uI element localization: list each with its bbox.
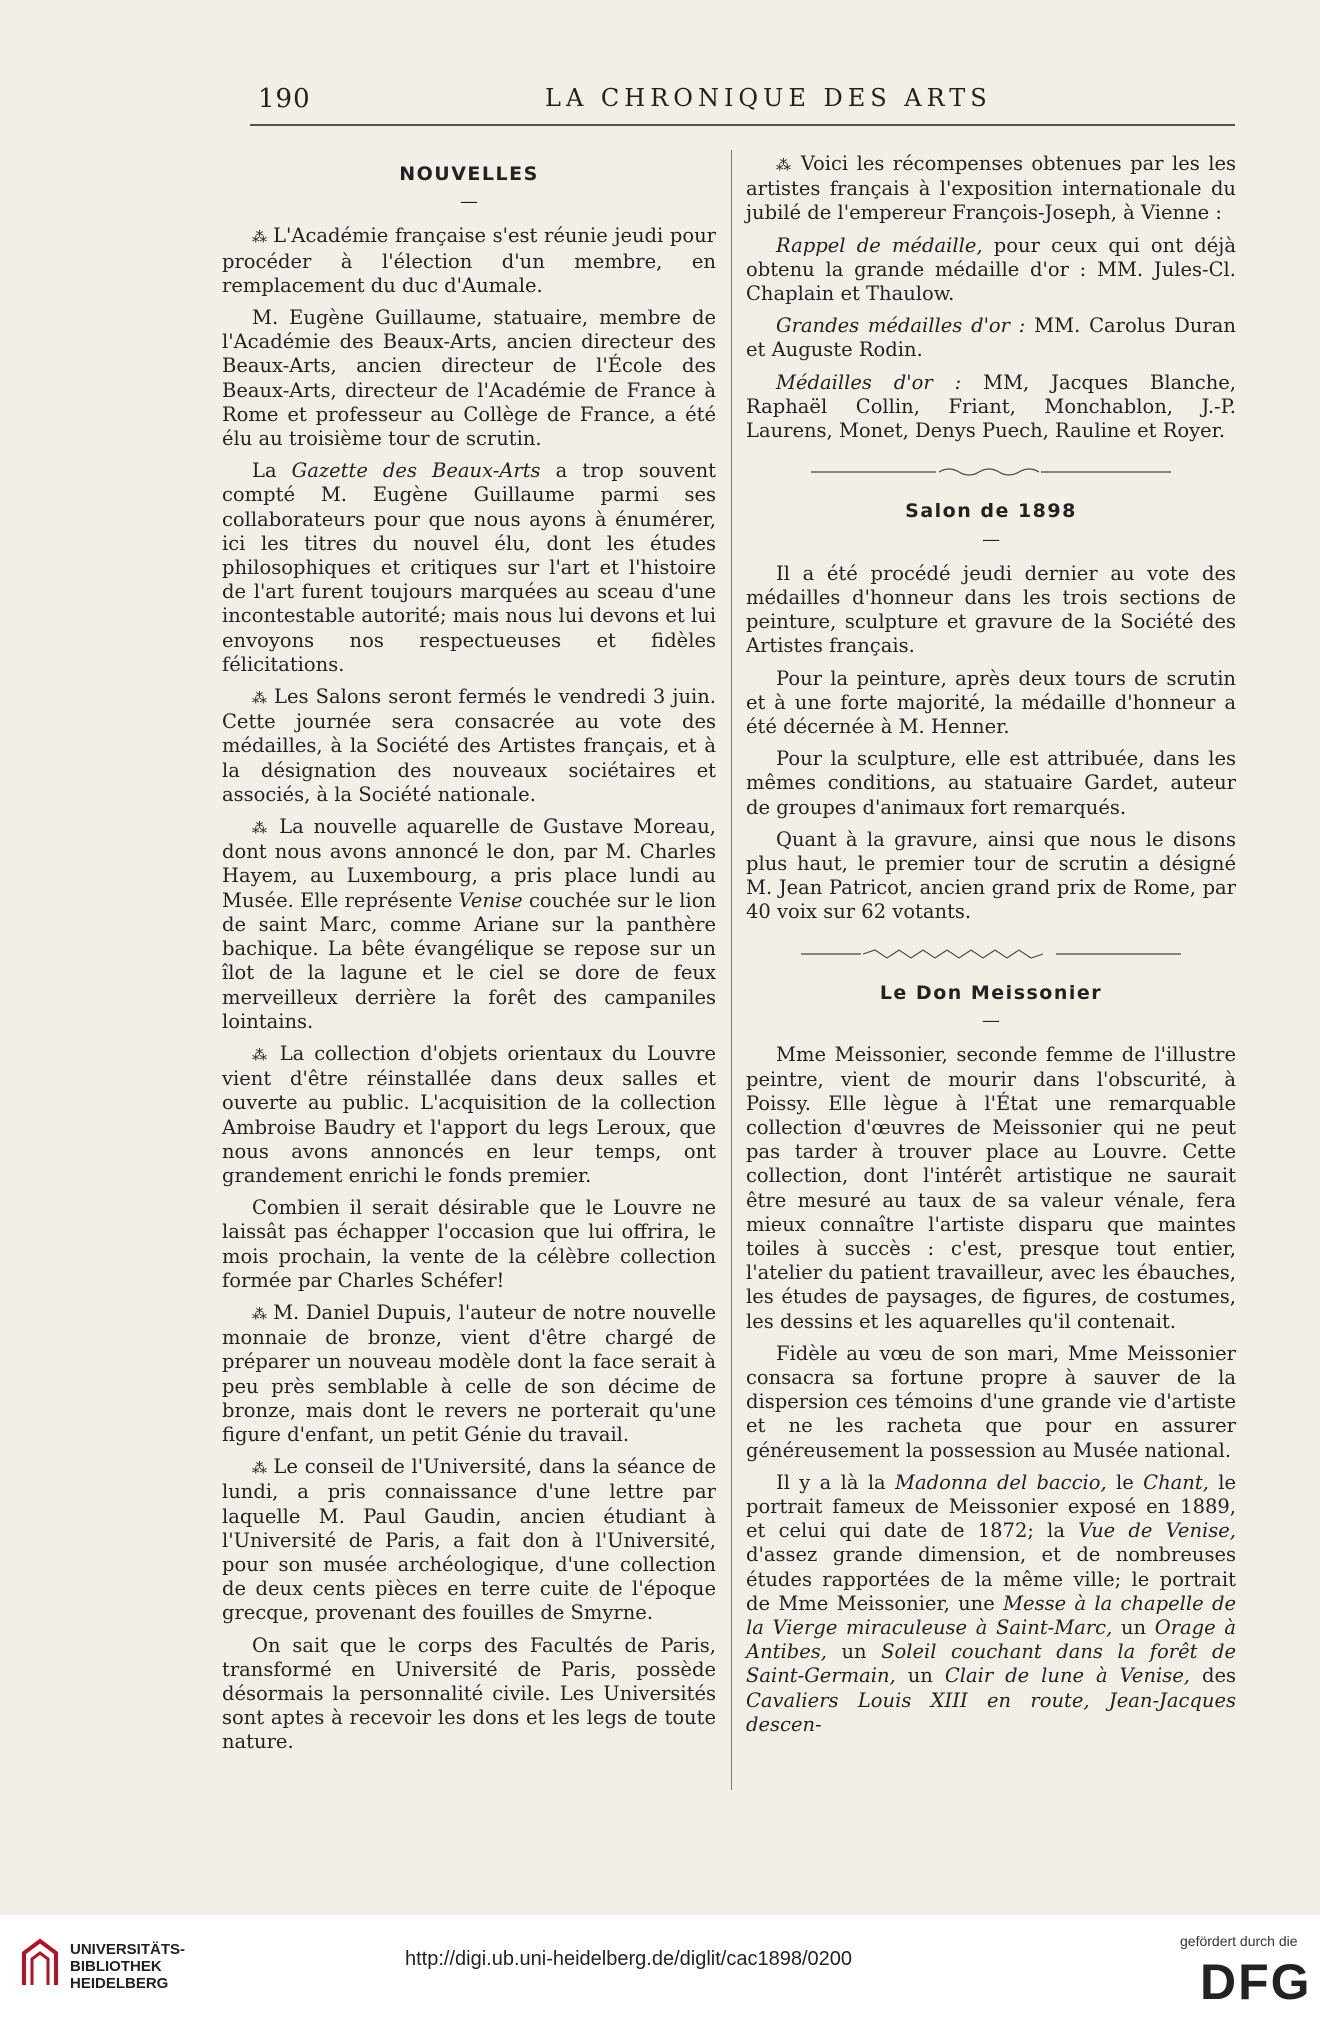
asterism-icon: ⁂ [252,689,267,708]
title-dash: — [982,528,1000,550]
paragraph: Rappel de médaille, pour ceux qui ont déjà obtenu la grande médaille d'or : MM. Jules-Cl. Chaplain et Thaulow. [746,233,1236,306]
title-dash: — [460,191,478,213]
asterism-icon: ⁂ [252,228,267,247]
paragraph: ⁂ Le conseil de l'Université, dans la séance de lundi, a pris connaissance d'une lettre par laquelle M. Paul Gaudin, ancien étudiant à l'Université de Paris, a fait don à l'Université, pour son musée archéologique, d'une collection de deux cents pièces en terre cuite de l'époque grecque, provenant des fouilles de Smyrne. [222,1455,717,1625]
ornament-divider [746,943,1236,967]
paragraph: ⁂ Voici les récompenses obtenues par les les artistes français à l'exposition internationale du jubilé de l'empereur François-Joseph, à Vienne : [746,152,1237,225]
page-header [250,80,1235,120]
ornament-divider [746,461,1236,485]
paragraph: ⁂ L'Académie française s'est réunie jeudi pour procéder à l'élection d'un membre, en remplacement du duc d'Aumale. [222,224,717,297]
section-title-nouvelles: NOUVELLES [399,163,539,185]
paragraph: ⁂ M. Daniel Dupuis, l'auteur de notre nouvelle monnaie de bronze, vient d'être chargé de préparer un nouveau modèle dont la face serait à peu près semblable à celle de son décime de bronze, mais dont le revers ne porterait qu'une figure d'enfant, un petit Génie du travail. [222,1300,717,1446]
section-title-don-meissonier: Le Don Meissonier [879,981,1103,1004]
section-title-salon: Salon de 1898 [905,500,1077,523]
asterism-icon: ⁂ [776,156,793,174]
paragraph: M. Eugène Guillaume, statuaire, membre de l'Académie des Beaux-Arts, ancien directeur des Beaux-Arts, ancien directeur de l'École des Beaux-Arts, directeur de l'Académie de France à Rome et professeur au Collège de France, a été élu au troisième tour de scrutin. [222,306,716,451]
asterism-icon: ⁂ [252,1045,270,1064]
asterism-icon: ⁂ [252,1304,267,1323]
right-column [746,152,1236,1745]
paragraph: On sait que le corps des Facultés de Paris, transformé en Université de Paris, possède désormais la personnalité civile. Les Universités sont aptes à recevoir les dons et les legs de toute nature. [222,1633,716,1754]
left-column [222,152,716,1763]
header-rule [250,124,1235,126]
paragraph: Fidèle au vœu de son mari, Mme Meissonier consacra sa fortune propre à sauver de la dispersion ces témoins d'une grande vie d'artiste et ne les racheta que pour en assurer généreusement la possession au Musée national. [746,1341,1236,1462]
paragraph: Quant à la gravure, ainsi que nous le disons plus haut, le premier tour de scrutin a désigné M. Jean Patricot, ancien grand prix de Rome, par 40 voix sur 62 votants. [746,827,1236,924]
dfg-logo: DFG [1200,1954,1312,2010]
paragraph: Il a été procédé jeudi dernier au vote des médailles d'honneur dans les trois sections de peinture, sculpture et gravure de la Société des Artistes français. [746,561,1236,658]
paragraph: ⁂ La collection d'objets orientaux du Louvre vient d'être réinstallée dans deux salles et ouverte au public. L'acquisition de la collection Ambroise Baudry et l'apport du legs Leroux, que nous avons annoncés en leur temps, ont grandement enrichi le fonds premier. [222,1041,716,1187]
asterism-icon: ⁂ [252,819,270,838]
ornament-icon [811,465,1171,479]
institution-name: UNIVERSITÄTS- BIBLIOTHEK HEIDELBERG [70,1941,186,1992]
paragraph: Pour la sculpture, elle est attribuée, dans les mêmes conditions, au statuaire Gardet, auteur de groupes d'animaux fort remarqués. [746,747,1236,819]
paragraph: Médailles d'or : MM, Jacques Blanche, Raphaël Collin, Friant, Monchablon, J.-P. Laurens, Monet, Denys Puech, Rauline et Royer. [746,370,1236,443]
footer-bar [0,1915,1320,2020]
column-divider [731,150,732,1790]
running-title: LA CHRONIQUE DES ARTS [545,84,992,112]
ornament-icon [801,947,1181,961]
university-logo-icon [20,1937,62,1989]
paragraph: ⁂ Les Salons seront fermés le vendredi 3 juin. Cette journée sera consacrée au vote des médailles, à la Société des Artistes français, et à la désignation des nouveaux sociétaires et associés, à la Société nationale. [222,685,716,806]
paragraph: Grandes médailles d'or : MM. Carolus Duran et Auguste Rodin. [746,314,1236,362]
paragraph: Il y a là la Madonna del baccio, le Chant, le portrait fameux de Meissonier exposé en 1889, et celui qui date de 1872; la Vue de Venise, d'assez grande dimension, et de nombreuses études rapportées de la même ville; le portrait de Mme Meissonier, une Messe à la chapelle de la Vierge miraculeuse à Saint-Marc, un Orage à Antibes, un Soleil couchant dans la forêt de Saint-Germain, un Clair de lune à Venise, des Cavaliers Louis XIII en route, Jean-Jacques descen- [746,1470,1237,1736]
asterism-icon: ⁂ [252,1459,267,1478]
paragraph: ⁂ La nouvelle aquarelle de Gustave Moreau, dont nous avons annoncé le don, par M. Charles Hayem, au Luxembourg, a pris place lundi au Musée. Elle représente Venise couchée sur le lion de saint Marc, comme Ariane sur la panthère bachique. La bête évangélique se repose sur un îlot de la lagune et le ciel se dore de feux merveilleux derrière la forêt des campaniles lointains. [222,815,717,1033]
paragraph: Mme Meissonier, seconde femme de l'illustre peintre, vient de mourir dans l'obscurité, à Poissy. Elle lègue à l'État une remarquable collection d'œuvres de Meissonier qui ne peut pas tarder à trouver place au Louvre. Cette collection, dont l'intérêt artistique ne saurait être mesuré au taux de sa valeur vénale, fera mieux connaître l'artiste disparu que maintes toiles à succès : c'est, presque tout entier, l'atelier du patient travailleur, avec les ébauches, les études de paysages, de figures, de costumes, les dessins et les aquarelles qu'il contenait. [746,1043,1236,1333]
permalink-url[interactable]: http://digi.ub.uni-heidelberg.de/diglit/cac1898/0200 [405,1948,852,1970]
paragraph: Combien il serait désirable que le Louvre ne laissât pas échapper l'occasion que lui offrira, le mois prochain, la vente de la célèbre collection formée par Charles Schéfer! [222,1196,716,1292]
paragraph: La Gazette des Beaux-Arts a trop souvent compté M. Eugène Guillaume parmi ses collaborateurs pour que nous ayons à énumérer, ici les titres du nouvel élu, dont les études philosophiques et critiques sur l'art et l'histoire de l'art furent toujours marquées au sceau d'une incontestable autorité; mais nous lui devons et lui envoyons nos respectueuses et fidèles félicitations. [222,459,716,676]
title-dash: — [982,1010,1000,1032]
page-number: 190 [258,84,311,114]
funded-by-label: gefördert durch die [1180,1933,1298,1949]
paragraph: Pour la peinture, après deux tours de scrutin et à une forte majorité, la médaille d'honneur a été décernée à M. Henner. [746,666,1236,739]
